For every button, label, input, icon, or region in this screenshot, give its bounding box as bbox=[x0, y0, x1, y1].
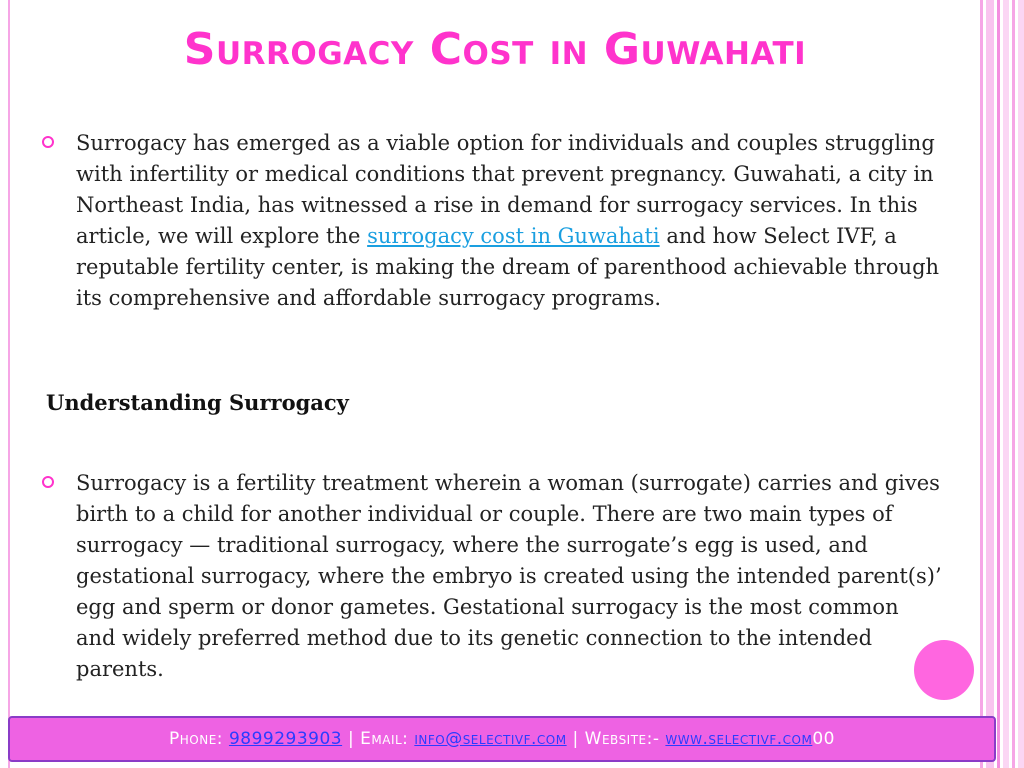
email-link[interactable]: info@selectivf.com bbox=[414, 729, 567, 749]
bullet-ring-icon bbox=[42, 476, 54, 488]
footer-separator: | bbox=[566, 729, 585, 749]
surrogacy-cost-link[interactable]: surrogacy cost in Guwahati bbox=[367, 224, 660, 248]
intro-text-before: Surrogacy has emerged as a viable option for individuals and couples struggling with infertility or medical conditions that prevent pregnancy. Guwahati, a city in Northeast India, has witnessed a rise in demand for surrogacy services. In this article, we will explore the bbox=[76, 131, 935, 248]
slide-title: Surrogacy Cost in Guwahati bbox=[183, 24, 807, 75]
stripe bbox=[980, 0, 983, 768]
stripe bbox=[1003, 0, 1009, 768]
left-border-line bbox=[8, 0, 10, 768]
contact-footer bbox=[8, 716, 996, 762]
body-bullet bbox=[42, 468, 942, 685]
stripe bbox=[997, 0, 1000, 768]
body-paragraph: Surrogacy is a fertility treatment wherein a woman (surrogate) carries and gives birth to a child for another individual or couple. There are two main types of surrogacy — traditional surrogacy, where the surrogate’s egg is used, and gestational surrogacy, where the embryo is created using the intended parent(s)’ egg and sperm or donor gametes. Gestational surrogacy is the most common and widely preferred method due to its genetic connection to the intended parents. bbox=[76, 471, 942, 681]
footer-separator: | bbox=[342, 729, 361, 749]
website-label: Website:- bbox=[584, 729, 666, 749]
section-heading: Understanding Surrogacy bbox=[46, 390, 349, 415]
decorative-circle bbox=[914, 640, 974, 700]
stripe bbox=[1012, 0, 1015, 768]
email-label: Email: bbox=[360, 729, 415, 749]
right-stripes bbox=[980, 0, 1024, 768]
stripe bbox=[986, 0, 994, 768]
intro-text-after: and how Select IVF, a reputable fertility center, is making the dream of parenthood achievable through its comprehensive and affordable surrogacy programs. bbox=[76, 224, 940, 310]
intro-bullet bbox=[42, 128, 942, 314]
bullet-ring-icon bbox=[42, 136, 54, 148]
footer-suffix: 00 bbox=[812, 729, 835, 749]
website-link[interactable]: www.selectivf.com bbox=[665, 729, 813, 749]
phone-link[interactable]: 9899293903 bbox=[228, 729, 343, 749]
phone-label: Phone: bbox=[169, 729, 229, 749]
stripe bbox=[1018, 0, 1024, 768]
intro-paragraph bbox=[76, 128, 942, 314]
